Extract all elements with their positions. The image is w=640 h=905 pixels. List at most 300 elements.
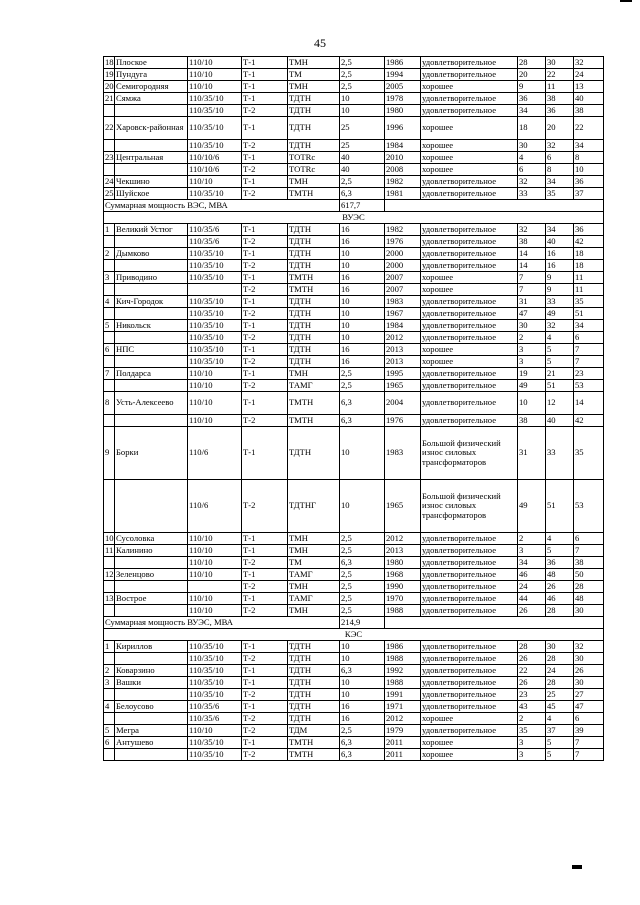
voltage-cell: 110/35/10 — [188, 260, 242, 272]
value2-cell: 16 — [546, 260, 574, 272]
value1-cell: 34 — [518, 105, 546, 117]
power-cell: 2,5 — [340, 545, 385, 557]
value2-cell: 24 — [546, 665, 574, 677]
value2-cell: 4 — [546, 713, 574, 725]
table-row — [104, 320, 604, 332]
condition-cell: хорошее — [421, 344, 518, 356]
row-number-cell — [104, 581, 115, 593]
value1-cell: 43 — [518, 701, 546, 713]
transformer-no-cell: Т-1 — [242, 69, 288, 81]
table-row — [104, 665, 604, 677]
condition-cell: Большой физический износ силовых трансформаторов — [421, 427, 518, 480]
transformer-no-cell: Т-1 — [242, 569, 288, 581]
value2-cell: 49 — [546, 308, 574, 320]
year-cell: 2007 — [385, 284, 421, 296]
transformer-no-cell: Т-2 — [242, 356, 288, 368]
value3-cell: 30 — [574, 605, 604, 617]
condition-cell: Большой физический износ силовых трансформаторов — [421, 480, 518, 533]
type-cell: ТМН — [288, 581, 340, 593]
value1-cell: 26 — [518, 677, 546, 689]
summary-label: Суммарная мощность ВЭС, МВА — [104, 200, 340, 212]
substation-name-cell: Сусоловка — [115, 533, 188, 545]
voltage-cell: 110/10 — [188, 57, 242, 69]
condition-cell: удовлетворительное — [421, 641, 518, 653]
power-cell: 16 — [340, 284, 385, 296]
table-row — [104, 725, 604, 737]
power-cell: 25 — [340, 117, 385, 140]
value3-cell: 24 — [574, 69, 604, 81]
power-cell: 10 — [340, 689, 385, 701]
type-cell: ТАМГ — [288, 593, 340, 605]
table-row — [104, 415, 604, 427]
row-number-cell: 5 — [104, 725, 115, 737]
value3-cell: 38 — [574, 105, 604, 117]
year-cell: 1981 — [385, 188, 421, 200]
row-number-cell: 18 — [105, 56, 114, 67]
substation-name-cell: Шуйское — [115, 188, 188, 200]
substation-name-cell: Антушево — [115, 737, 188, 749]
condition-cell: удовлетворительное — [421, 689, 518, 701]
table-row — [104, 140, 604, 152]
year-cell: 2011 — [385, 737, 421, 749]
voltage-cell: 110/10 — [188, 605, 242, 617]
value2-cell: 34 — [546, 176, 574, 188]
value3-cell: 32 — [574, 57, 604, 69]
value3-cell: 18 — [574, 260, 604, 272]
power-cell: 10 — [340, 320, 385, 332]
row-number-cell: 10 — [105, 532, 114, 543]
value2-cell: 46 — [546, 593, 574, 605]
transformer-no-cell: Т-2 — [242, 689, 288, 701]
condition-cell: хорошее — [421, 81, 518, 93]
year-cell: 2011 — [385, 749, 421, 761]
year-cell: 1980 — [385, 557, 421, 569]
value2-cell: 51 — [546, 480, 574, 533]
value2-cell: 36 — [546, 105, 574, 117]
section-header-row — [104, 629, 604, 641]
table-row — [104, 557, 604, 569]
row-number-cell: 22 — [104, 117, 115, 140]
condition-cell: хорошее — [421, 356, 518, 368]
condition-cell: удовлетворительное — [421, 57, 518, 69]
substation-name-cell: Плоское — [115, 57, 188, 69]
row-number-cell: 4 — [104, 701, 115, 713]
value2-cell: 5 — [546, 344, 574, 356]
voltage-cell: 110/35/10 — [188, 332, 242, 344]
condition-cell: хорошее — [421, 164, 518, 176]
table-row — [104, 677, 604, 689]
value2-cell: 9 — [546, 284, 574, 296]
type-cell: ТМТН — [288, 415, 340, 427]
value1-cell: 4 — [518, 152, 546, 164]
transformer-no-cell: Т-1 — [242, 545, 288, 557]
substation-name-cell — [115, 480, 188, 533]
value2-cell: 30 — [546, 57, 574, 69]
voltage-cell: 110/35/6 — [188, 224, 242, 236]
table-row — [104, 605, 604, 617]
value2-cell: 9 — [546, 272, 574, 284]
value2-cell: 35 — [546, 188, 574, 200]
substation-name-cell — [115, 236, 188, 248]
table-row — [104, 713, 604, 725]
transformer-no-cell: Т-2 — [242, 380, 288, 392]
transformer-no-cell: Т-1 — [242, 224, 288, 236]
transformer-no-cell: Т-1 — [242, 701, 288, 713]
condition-cell: хорошее — [421, 140, 518, 152]
value1-cell: 30 — [518, 140, 546, 152]
condition-cell: хорошее — [421, 284, 518, 296]
value3-cell: 23 — [574, 368, 604, 380]
value1-cell: 34 — [518, 557, 546, 569]
value2-cell: 6 — [546, 152, 574, 164]
row-number-cell — [104, 356, 115, 368]
row-number-cell: 9 — [104, 427, 115, 480]
summary-value: 617,7 — [340, 200, 385, 212]
value2-cell: 5 — [546, 749, 574, 761]
value3-cell: 7 — [574, 545, 604, 557]
value3-cell: 26 — [574, 665, 604, 677]
condition-cell: удовлетворительное — [421, 320, 518, 332]
row-number-cell: 5 — [104, 320, 115, 332]
type-cell: ТМТН — [288, 749, 340, 761]
voltage-cell — [188, 581, 242, 593]
top-edge-mark — [620, 0, 632, 2]
transformer-no-cell: Т-1 — [242, 152, 288, 164]
row-number-cell: 13 — [105, 592, 114, 603]
year-cell: 1983 — [385, 296, 421, 308]
value2-cell: 5 — [546, 545, 574, 557]
power-cell: 16 — [340, 224, 385, 236]
voltage-cell: 110/35/10 — [188, 296, 242, 308]
transformer-no-cell: Т-2 — [242, 480, 288, 533]
value1-cell: 32 — [518, 224, 546, 236]
condition-cell: удовлетворительное — [421, 725, 518, 737]
power-cell: 6,3 — [340, 415, 385, 427]
condition-cell: удовлетворительное — [421, 260, 518, 272]
value3-cell: 47 — [574, 701, 604, 713]
value3-cell: 40 — [574, 93, 604, 105]
type-cell: ТМТН — [288, 188, 340, 200]
value1-cell: 3 — [518, 737, 546, 749]
power-cell: 25 — [340, 140, 385, 152]
voltage-cell: 110/35/10 — [188, 308, 242, 320]
condition-cell: удовлетворительное — [421, 308, 518, 320]
condition-cell: хорошее — [421, 749, 518, 761]
voltage-cell: 110/35/10 — [188, 105, 242, 117]
condition-cell: удовлетворительное — [421, 188, 518, 200]
value2-cell: 25 — [546, 689, 574, 701]
value3-cell: 6 — [574, 332, 604, 344]
row-number-cell: 2 — [104, 248, 115, 260]
value1-cell: 24 — [518, 581, 546, 593]
value1-cell: 3 — [518, 545, 546, 557]
year-cell: 1976 — [385, 415, 421, 427]
year-cell: 1967 — [385, 308, 421, 320]
substation-name-cell: Харовск-районная — [115, 117, 188, 140]
power-cell: 6,3 — [340, 392, 385, 415]
year-cell: 1982 — [385, 224, 421, 236]
page-number: 45 — [314, 36, 326, 50]
year-cell: 1986 — [385, 57, 421, 69]
voltage-cell: 110/35/10 — [188, 93, 242, 105]
row-number-cell — [104, 105, 115, 117]
value3-cell: 53 — [574, 380, 604, 392]
type-cell: ТМ — [288, 557, 340, 569]
voltage-cell: 110/35/10 — [188, 677, 242, 689]
year-cell: 2007 — [385, 272, 421, 284]
value3-cell: 6 — [574, 533, 604, 545]
voltage-cell: 110/35/10 — [188, 117, 242, 140]
power-cell: 16 — [340, 713, 385, 725]
year-cell: 2000 — [385, 260, 421, 272]
voltage-cell: 110/35/10 — [188, 248, 242, 260]
power-cell: 10 — [340, 480, 385, 533]
condition-cell: удовлетворительное — [421, 69, 518, 81]
table-row — [104, 356, 604, 368]
value2-cell: 45 — [546, 701, 574, 713]
value3-cell: 51 — [574, 308, 604, 320]
value3-cell: 22 — [574, 117, 604, 140]
substation-name-cell — [115, 332, 188, 344]
power-cell: 16 — [340, 272, 385, 284]
power-cell: 2,5 — [340, 593, 385, 605]
power-cell: 2,5 — [340, 605, 385, 617]
value1-cell: 49 — [518, 480, 546, 533]
type-cell: ТОТRс — [288, 164, 340, 176]
condition-cell: удовлетворительное — [421, 176, 518, 188]
year-cell: 2012 — [385, 332, 421, 344]
value2-cell: 51 — [546, 380, 574, 392]
transformer-no-cell: Т-2 — [242, 749, 288, 761]
transformer-no-cell: Т-2 — [242, 236, 288, 248]
transformer-no-cell: Т-1 — [242, 320, 288, 332]
substation-name-cell: Никольск — [115, 320, 188, 332]
type-cell: ТМН — [288, 545, 340, 557]
transformer-no-cell: Т-1 — [242, 427, 288, 480]
value3-cell: 37 — [574, 188, 604, 200]
transformer-no-cell: Т-2 — [242, 284, 288, 296]
year-cell: 1971 — [385, 701, 421, 713]
voltage-cell: 110/10 — [188, 81, 242, 93]
power-cell: 10 — [340, 427, 385, 480]
value1-cell: 28 — [518, 641, 546, 653]
value2-cell: 5 — [546, 737, 574, 749]
type-cell: ТДТН — [288, 701, 340, 713]
power-cell: 16 — [340, 356, 385, 368]
value3-cell: 36 — [574, 176, 604, 188]
year-cell: 2005 — [385, 81, 421, 93]
condition-cell: удовлетворительное — [421, 236, 518, 248]
substation-name-cell: Семигородняя — [115, 81, 188, 93]
table-row — [104, 260, 604, 272]
value3-cell: 42 — [574, 236, 604, 248]
year-cell: 1990 — [385, 581, 421, 593]
table-row — [104, 480, 604, 533]
row-number-cell: 6 — [104, 344, 115, 356]
value2-cell: 32 — [546, 320, 574, 332]
power-cell: 2,5 — [340, 176, 385, 188]
voltage-cell: 110/35/10 — [188, 140, 242, 152]
value2-cell: 21 — [546, 368, 574, 380]
value3-cell: 53 — [574, 480, 604, 533]
voltage-cell: 110/35/10 — [188, 749, 242, 761]
value3-cell: 50 — [574, 569, 604, 581]
voltage-cell: 110/35/10 — [188, 665, 242, 677]
value3-cell: 30 — [574, 653, 604, 665]
row-number-cell: 24 — [105, 175, 114, 186]
transformer-no-cell: Т-1 — [242, 665, 288, 677]
row-number-cell: 3 — [104, 272, 115, 284]
value3-cell: 8 — [574, 152, 604, 164]
transformer-no-cell: Т-2 — [242, 713, 288, 725]
value1-cell: 18 — [518, 117, 546, 140]
power-cell: 6,3 — [340, 749, 385, 761]
substation-name-cell — [115, 164, 188, 176]
voltage-cell: 110/10 — [188, 593, 242, 605]
value2-cell: 38 — [546, 93, 574, 105]
power-cell: 6,3 — [340, 557, 385, 569]
transformer-no-cell: Т-2 — [242, 557, 288, 569]
substation-name-cell: Белоусово — [115, 701, 188, 713]
table-row — [104, 248, 604, 260]
value3-cell: 10 — [574, 164, 604, 176]
power-cell: 2,5 — [340, 581, 385, 593]
table-row — [104, 236, 604, 248]
transformer-no-cell: Т-1 — [242, 533, 288, 545]
row-number-cell — [104, 140, 115, 152]
condition-cell: удовлетворительное — [421, 296, 518, 308]
value2-cell: 28 — [546, 677, 574, 689]
voltage-cell: 110/35/6 — [188, 701, 242, 713]
voltage-cell: 110/10 — [188, 569, 242, 581]
row-number-cell: 21 — [105, 92, 114, 103]
type-cell: ТДТН — [288, 713, 340, 725]
transformer-no-cell: Т-1 — [242, 176, 288, 188]
value3-cell: 28 — [574, 581, 604, 593]
year-cell: 1970 — [385, 593, 421, 605]
voltage-cell: 110/10/6 — [188, 152, 242, 164]
value1-cell: 2 — [518, 533, 546, 545]
row-number-cell — [104, 689, 115, 701]
value1-cell: 3 — [518, 344, 546, 356]
substation-name-cell — [115, 581, 188, 593]
transformer-no-cell: Т-2 — [242, 581, 288, 593]
type-cell: ТДТН — [288, 332, 340, 344]
type-cell: ТМТН — [288, 272, 340, 284]
year-cell: 1968 — [385, 569, 421, 581]
table-row — [104, 332, 604, 344]
type-cell: ТОТRс — [288, 152, 340, 164]
type-cell: ТДТН — [288, 236, 340, 248]
table-row — [104, 368, 604, 380]
type-cell: ТДТН — [288, 653, 340, 665]
value2-cell: 22 — [546, 69, 574, 81]
condition-cell: удовлетворительное — [421, 415, 518, 427]
transformer-no-cell: Т-2 — [242, 415, 288, 427]
transformer-no-cell: Т-2 — [242, 105, 288, 117]
transformer-no-cell: Т-2 — [242, 653, 288, 665]
transformer-no-cell: Т-1 — [242, 368, 288, 380]
value2-cell: 32 — [546, 140, 574, 152]
row-number-cell — [104, 164, 115, 176]
power-cell: 16 — [340, 236, 385, 248]
transformer-no-cell: Т-2 — [242, 188, 288, 200]
value3-cell: 48 — [574, 593, 604, 605]
condition-cell: удовлетворительное — [421, 224, 518, 236]
year-cell: 1992 — [385, 665, 421, 677]
type-cell: ТДТН — [288, 320, 340, 332]
table-row — [104, 81, 604, 93]
value2-cell: 37 — [546, 725, 574, 737]
row-number-cell: 3 — [104, 677, 115, 689]
value1-cell: 3 — [518, 356, 546, 368]
power-cell: 2,5 — [340, 380, 385, 392]
year-cell: 1996 — [385, 117, 421, 140]
transformer-no-cell: Т-2 — [242, 164, 288, 176]
transformer-no-cell: Т-2 — [242, 332, 288, 344]
type-cell: ТМН — [288, 57, 340, 69]
power-cell: 16 — [340, 701, 385, 713]
transformer-no-cell: Т-1 — [242, 392, 288, 415]
summary-empty — [385, 617, 604, 629]
row-number-cell — [104, 236, 115, 248]
year-cell: 1995 — [385, 368, 421, 380]
table-row — [104, 105, 604, 117]
power-cell: 2,5 — [340, 533, 385, 545]
value3-cell: 7 — [574, 749, 604, 761]
power-cell: 10 — [340, 260, 385, 272]
substation-name-cell — [115, 653, 188, 665]
value1-cell: 38 — [518, 415, 546, 427]
power-cell: 2,5 — [340, 57, 385, 69]
value1-cell: 26 — [518, 605, 546, 617]
value2-cell: 20 — [546, 117, 574, 140]
type-cell: ТМН — [288, 81, 340, 93]
voltage-cell: 110/10 — [188, 415, 242, 427]
year-cell: 1978 — [385, 93, 421, 105]
transformer-no-cell: Т-1 — [242, 641, 288, 653]
table-row — [104, 176, 604, 188]
voltage-cell: 110/10 — [188, 557, 242, 569]
power-cell: 10 — [340, 641, 385, 653]
row-number-cell — [104, 653, 115, 665]
value1-cell: 38 — [518, 236, 546, 248]
value3-cell: 35 — [574, 296, 604, 308]
voltage-cell: 110/10 — [188, 533, 242, 545]
value1-cell: 26 — [518, 653, 546, 665]
value1-cell: 19 — [518, 368, 546, 380]
voltage-cell: 110/10 — [188, 392, 242, 415]
type-cell: ТДТН — [288, 248, 340, 260]
condition-cell: удовлетворительное — [421, 593, 518, 605]
value1-cell: 47 — [518, 308, 546, 320]
type-cell: ТДТН — [288, 140, 340, 152]
value1-cell: 49 — [518, 380, 546, 392]
substation-name-cell: Калинино — [115, 545, 188, 557]
condition-cell: удовлетворительное — [421, 248, 518, 260]
type-cell: ТМТН — [288, 284, 340, 296]
year-cell: 1965 — [385, 380, 421, 392]
voltage-cell: 110/10 — [188, 69, 242, 81]
substation-name-cell: Сямжа — [115, 93, 188, 105]
table-body — [104, 57, 604, 761]
power-cell: 2,5 — [340, 81, 385, 93]
type-cell: ТМТН — [288, 737, 340, 749]
voltage-cell: 110/10/6 — [188, 164, 242, 176]
value2-cell: 48 — [546, 569, 574, 581]
type-cell: ТДТН — [288, 224, 340, 236]
condition-cell: удовлетворительное — [421, 332, 518, 344]
